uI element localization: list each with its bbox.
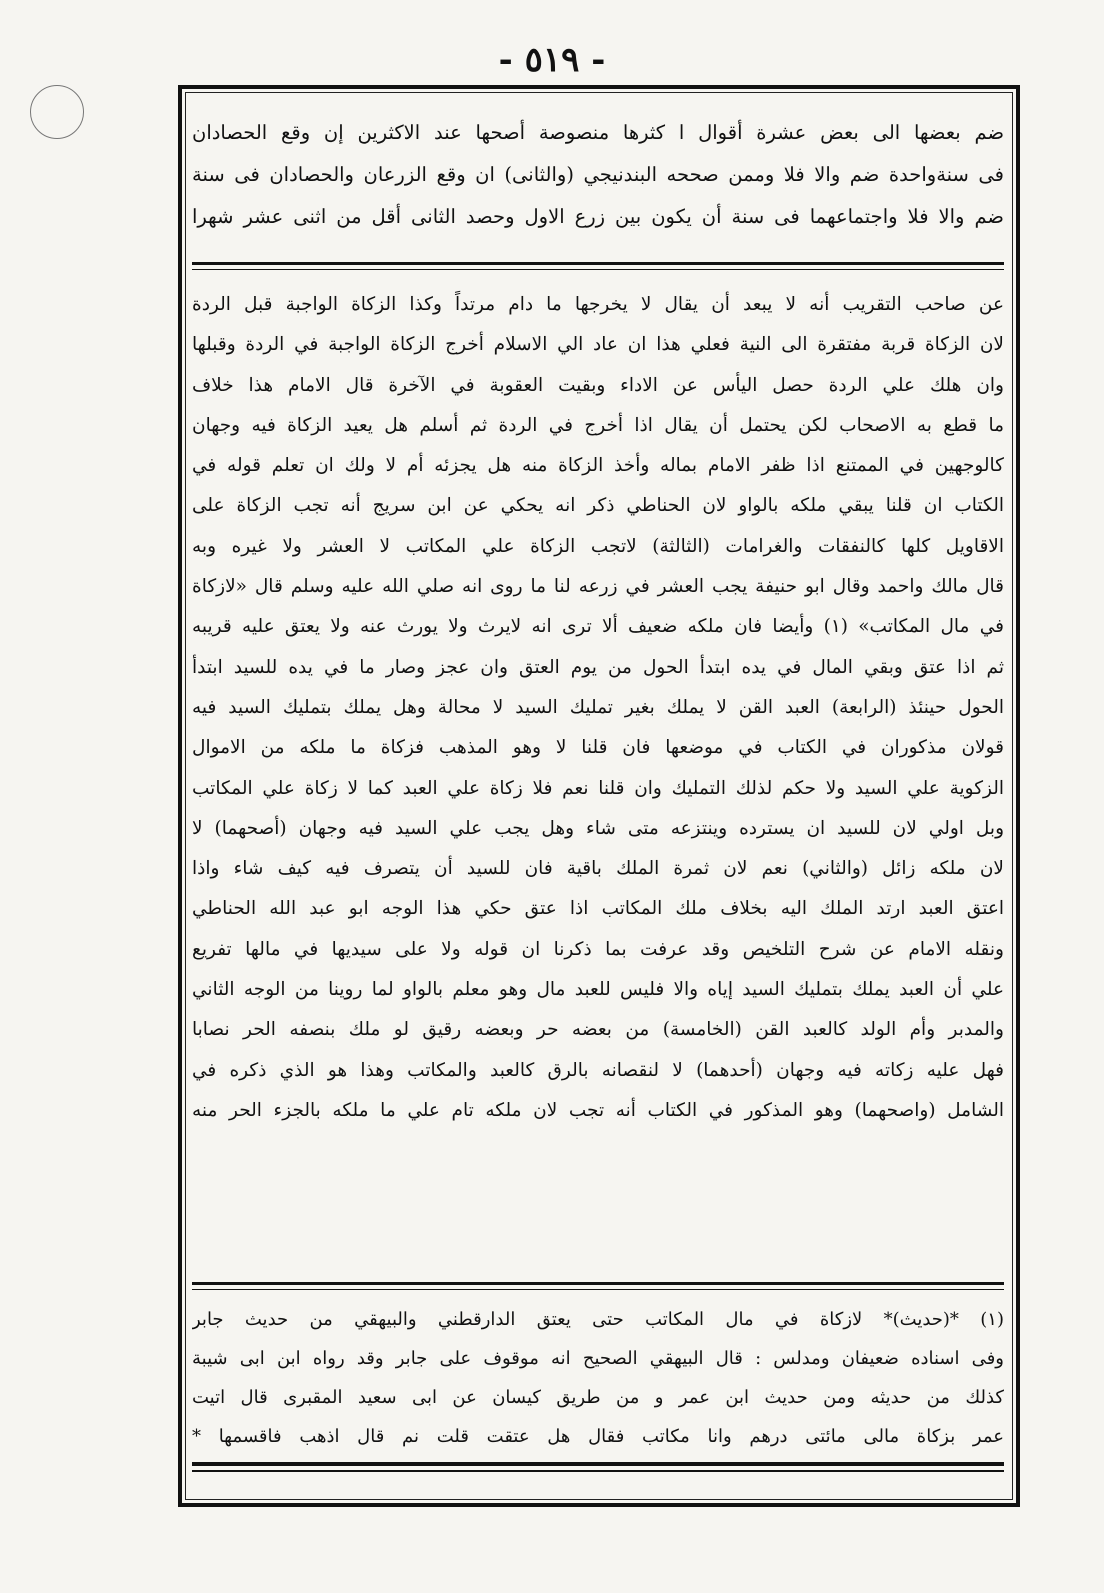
- footnote-line: كذلك من حديثه ومن حديث ابن عمر و من طريق كيسان عن ابى سعيد المقبرى قال اتيت: [192, 1387, 1004, 1408]
- main-line: وبل اولي لان للسيد ان يسترده وينتزعه متى شاء وهل يجب علي السيد فيه وجهان (أصحهما) لا: [192, 817, 1004, 839]
- main-line: كالوجهين في الممتنع اذا ظفر الامام بماله وأخذ الزكاة منه هل يجزئه أم لا ولك ان تعلم قوله في: [192, 455, 1004, 477]
- main-line: عن صاحب التقريب أنه لا يبعد أن يقال لا يخرجها ما دام مرتداً وكذا الزكاة الواجبة قبل الردة: [192, 294, 1004, 315]
- footnote-line: (١) *(حديث)* لازكاة في مال المكاتب حتى يعتق الدارقطني والبيهقي من حديث جابر: [192, 1309, 1004, 1330]
- page-number: - ٥١٩ -: [498, 40, 606, 80]
- footnote-divider: [192, 1282, 1004, 1290]
- main-line: والمدبر وأم الولد كالعبد القن (الخامسة) من بعضه حر وبعضه رقيق لو ملك بنصفه الحر نصابا: [192, 1019, 1004, 1041]
- main-line: ما قطع به الاصحاب لكن يحتمل أن يقال اذا أخرج في الردة ثم أسلم هل يعيد الزكاة فيه وجهان: [192, 414, 1004, 436]
- main-line: علي أن العبد يملك بتمليك السيد إياه والا فليس للعبد مال وهو معلم بالواو لما روينا من الوجه الثاني: [192, 979, 1004, 1001]
- main-line: الاقاويل كلها كالنفقات والغرامات (الثالثة) لاتجب الزكاة علي المكاتب لا العشر ولا غيره وبه: [192, 535, 1004, 557]
- bottom-rule: [192, 1462, 1004, 1472]
- top-line: ضم والا فلا واجتماعهما فى سنة أن يكون بين زرع الاول وحصد الثانى أقل من اثنى عشر شهرا: [192, 205, 1004, 228]
- main-line: الزكوية علي السيد ولا حكم لذلك التمليك وان قلنا نعم فلا زكاة علي العبد كما لا زكاة علي المكاتب: [192, 777, 1004, 799]
- main-line: لان ملكه زائل (والثاني) نعم لان ثمرة الملك باقية فان للسيد أن يتصرف فيه كيف شاء واذا: [192, 858, 1004, 880]
- footnote-line: عمر بزكاة مالى مائتى درهم وانا مكاتب فقال هل عتقت قلت نم قال اذهب فاقسمها *: [192, 1426, 1004, 1447]
- footnote-line: وفى اسناده ضعيفان ومدلس : قال البيهقي الصحيح انه موقوف على جابر وقد رواه ابن ابى شيبة: [192, 1348, 1004, 1369]
- main-line: ونقله الامام عن شرح التلخيص وقد عرفت بما ذكرنا ان قوله ولا على سيديها في مالها تفريع: [192, 938, 1004, 960]
- main-line: اعتق العبد ارتد الملك اليه بخلاف ملك المكاتب اذا عتق حكي هذا الوجه ابو عبد الله الحناطي: [192, 898, 1004, 920]
- main-line: قال مالك واحمد وقال ابو حنيفة يجب العشر في زرعه لنا ما روى انه صلي الله عليه وسلم قال «لازكاة: [192, 576, 1004, 598]
- main-line: قولان مذكوران في الكتاب في موضعها فان قلنا لا وهو المذهب فزكاة ما ملكه من الاموال: [192, 737, 1004, 759]
- main-line: لان الزكاة قربة مفتقرة الى النية فعلي هذا ان عاد الي الاسلام أخرج الزكاة الواجبة في الردة وقبلها: [192, 334, 1004, 356]
- main-line: الحول حينئذ (الرابعة) العبد القن لا يملك بغير تمليك السيد لا محالة وهل يملك بتمليك السيد فيه: [192, 696, 1004, 718]
- top-divider: [192, 262, 1004, 270]
- margin-circle-mark: [30, 85, 84, 139]
- main-text-block: [192, 285, 1004, 1131]
- main-line: ثم اذا عتق وبقي المال في يده ابتدأ الحول من يوم العتق وان عجز وصار ما في يده للسيد ابتدأ: [192, 656, 1004, 678]
- top-line: ضم بعضها الى بعض عشرة أقوال ا كثرها منصوصة أصحها عند الاكثرين إن وقع الحصادان: [192, 121, 1004, 144]
- top-text-block: [192, 112, 1004, 238]
- footnote-block: [192, 1300, 1004, 1456]
- main-line: الكتاب ان قلنا يبقي ملكه بالواو لان الحناطي ذكر انه يحكي عن ابن سريج أنه تجب الزكاة على: [192, 495, 1004, 517]
- main-line: وان هلك علي الردة حصل اليأس عن الاداء وبقيت العقوبة في الآخرة قال الامام هذا خلاف: [192, 374, 1004, 396]
- main-line: فهل عليه زكاته فيه وجهان (أحدهما) لا لنقصانه بالرق كالعبد والمكاتب وهذا هو الذي ذكره في: [192, 1059, 1004, 1081]
- main-line: في مال المكاتب» (١) وأيضا فان ملكه ضعيف ألا ترى انه لايرث ولا يورث عنه ولا يعتق عليه قريبه: [192, 616, 1004, 638]
- main-line: الشامل (واصحهما) وهو المذكور في الكتاب أنه تجب لان ملكه تام علي ما ملكه بالجزء الحر منه: [192, 1099, 1004, 1121]
- top-line: فى سنةواحدة ضم والا فلا وممن صححه البندنيجي (والثانى) ان وقع الزرعان والحصادان فى سنة: [192, 163, 1004, 186]
